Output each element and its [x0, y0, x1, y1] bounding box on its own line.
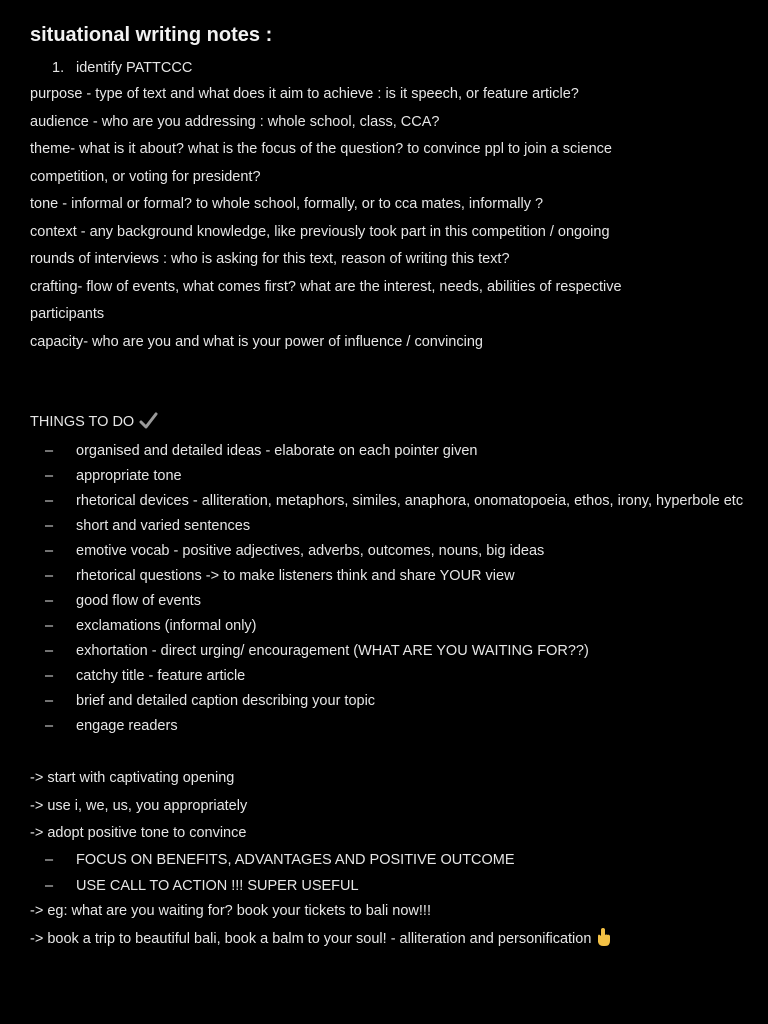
example-notes	[30, 898, 745, 957]
definition-line: crafting- flow of events, what comes first? what are the interest, needs, abilities of respective	[30, 278, 622, 295]
example-line	[30, 926, 745, 958]
list-item-text: good flow of events	[76, 593, 201, 609]
list-item-text: rhetorical questions -> to make listeners think and share YOUR view	[76, 568, 515, 584]
example-line-text: -> book a trip to beautiful bali, book a balm to your soul! - alliteration and personification	[30, 930, 592, 947]
todo-heading-text: THINGS TO DO	[30, 414, 135, 430]
list-item-text: catchy title - feature article	[76, 668, 246, 684]
list-item	[30, 539, 745, 564]
dash-bullet: –	[45, 693, 54, 709]
list-item	[30, 564, 745, 589]
dash-bullet: –	[45, 668, 54, 684]
list-item-text: exclamations (informal only)	[76, 618, 257, 634]
definition-line: tone - informal or formal? to whole school, formally, or to cca mates, informally ?	[30, 196, 544, 212]
definition-line: participants	[30, 306, 105, 322]
dash-bullet: –	[45, 568, 54, 584]
list-item-text: FOCUS ON BENEFITS, ADVANTAGES AND POSITIVE OUTCOME	[76, 852, 515, 868]
arrow-notes	[30, 765, 745, 848]
positive-tone-sublist	[30, 848, 745, 899]
dash-bullet: –	[45, 493, 54, 509]
dash-bullet: –	[45, 852, 54, 868]
dash-bullet: –	[45, 718, 54, 734]
list-item	[30, 639, 745, 664]
definition-line: rounds of interviews : who is asking for this text, reason of writing this text?	[30, 251, 510, 267]
definition-line: purpose - type of text and what does it aim to achieve : is it speech, or feature article?	[30, 86, 579, 102]
list-item-text: engage readers	[76, 718, 178, 734]
check-icon	[138, 412, 158, 434]
list-item	[30, 689, 745, 714]
numbered-item-text: identify PATTCCC	[76, 60, 193, 76]
list-item	[30, 848, 745, 874]
list-item	[30, 589, 745, 614]
todo-list	[30, 439, 745, 739]
definition-line: capacity- who are you and what is your power of influence / convincing	[30, 333, 483, 350]
numbered-item	[52, 60, 192, 76]
list-item	[30, 514, 745, 539]
list-item	[30, 664, 745, 689]
list-item-text: organised and detailed ideas - elaborate on each pointer given	[76, 443, 478, 459]
list-item	[30, 464, 745, 489]
dash-bullet: –	[45, 543, 54, 559]
list-item-text: emotive vocab - positive adjectives, adverbs, outcomes, nouns, big ideas	[76, 543, 545, 559]
list-item	[30, 714, 745, 739]
definition-line: context - any background knowledge, like previously took part in this competition / ongoing	[30, 223, 610, 240]
dash-bullet: –	[45, 877, 54, 894]
dash-bullet: –	[45, 443, 54, 459]
definition-line: theme- what is it about? what is the focus of the question? to convince ppl to join a science	[30, 141, 612, 157]
dash-bullet: –	[45, 643, 54, 659]
definition-line: competition, or voting for president?	[30, 168, 261, 185]
arrow-line: -> start with captivating opening	[30, 770, 235, 786]
dash-bullet: –	[45, 518, 54, 534]
list-item	[30, 874, 745, 900]
example-line: -> eg: what are you waiting for? book your tickets to bali now!!!	[30, 903, 431, 919]
arrow-line: -> use i, we, us, you appropriately	[30, 797, 248, 814]
list-number: 1.	[52, 60, 65, 76]
list-item-text: USE CALL TO ACTION !!! SUPER USEFUL	[76, 877, 359, 894]
dash-bullet: –	[45, 468, 54, 484]
list-item-text: brief and detailed caption describing your topic	[76, 693, 376, 709]
list-item-text: short and varied sentences	[76, 518, 251, 534]
page-title: situational writing notes :	[30, 24, 273, 46]
list-item-text: appropriate tone	[76, 468, 182, 484]
definition-line: audience - who are you addressing : whole school, class, CCA?	[30, 113, 440, 130]
dash-bullet: –	[45, 593, 54, 609]
arrow-line: -> adopt positive tone to convince	[30, 825, 247, 841]
pointing-up-hand-icon	[595, 927, 613, 958]
pattccc-definitions	[30, 81, 745, 356]
list-item	[30, 489, 745, 514]
list-item	[30, 439, 745, 464]
dash-bullet: –	[45, 618, 54, 634]
list-item	[30, 614, 745, 639]
list-item-text: exhortation - direct urging/ encouragement (WHAT ARE YOU WAITING FOR??)	[76, 643, 589, 659]
list-item-text: rhetorical devices - alliteration, metaphors, similes, anaphora, onomatopoeia, ethos, irony, hyperbole etc	[76, 493, 744, 509]
things-to-do-heading	[30, 412, 158, 434]
